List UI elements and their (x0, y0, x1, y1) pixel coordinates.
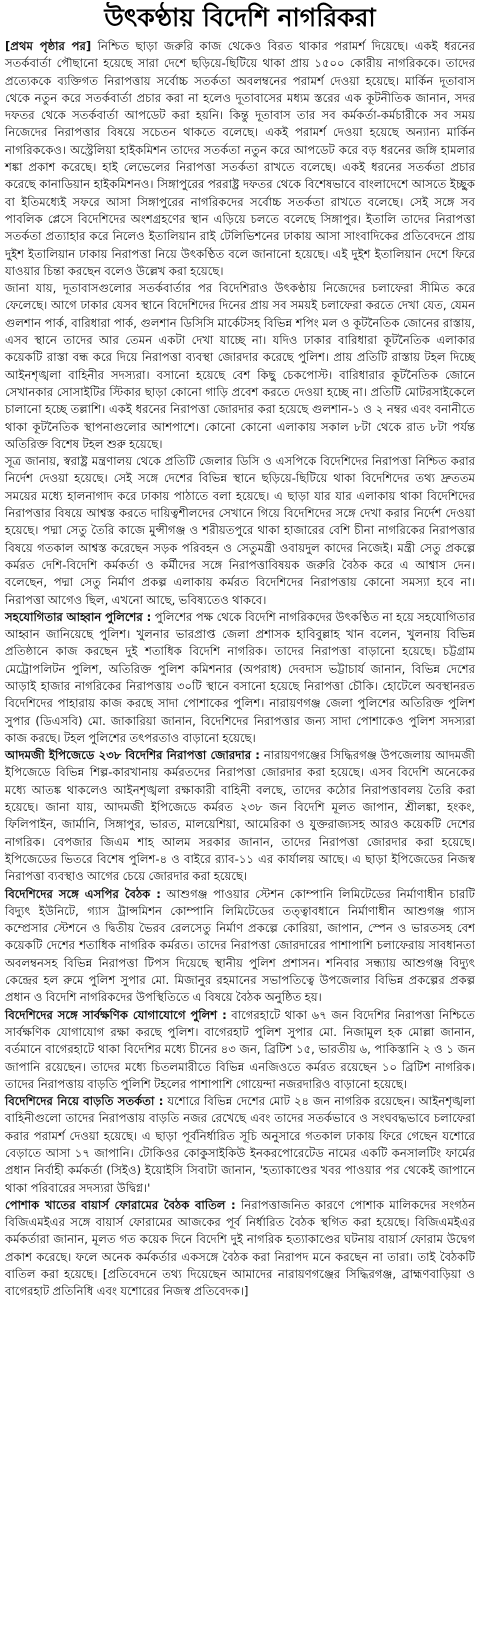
article-paragraph (5, 1197, 475, 1301)
article-paragraph (5, 38, 475, 280)
paragraph-text: নিরাপত্তাজনিত কারণে পোশাক মালিকদের সংগঠন বিজিএমইএর সঙ্গে বায়ার্স ফোরামের আজকের পূর্ব নির্ধারিত বৈঠক স্থগিত করা হয়েছে। বিজিএমইএর কর্মকর্তারা জানান, মূলত গত কয়েক দিনে বিদেশি দুই নাগরিক হত্যাকাণ্ডের ঘটনায় বায়ার্স ফোরাম উদ্বেগ প্রকাশ করেছে। ফলে অনেক কর্মকর্তার একসঙ্গে বৈঠক করা নিরাপদ মনে করছেন না তারা। তাই বৈঠকটি বাতিল করা হয়েছে। [প্রতিবেদনে তথ্য দিয়েছেন আমাদের নারায়ণগঞ্জের সিদ্ধিরগঞ্জ, ব্রাহ্মণবাড়িয়া ও বাগেরহাট প্রতিনিধি এবং যশোরের নিজস্ব প্রতিবেদক।] (5, 1197, 475, 1299)
subheading-extra-caution: বিদেশিদের নিয়ে বাড়তি সতর্কতা : (5, 1094, 164, 1109)
paragraph-text: যশোরে বিভিন্ন দেশের মোট ২৪ জন নাগরিক রয়েছেন। আইনশৃঙ্খলা বাহিনীগুলো তাদের নিরাপত্তায় বাড়তি নজর রেখেছে এবং তাদের সতর্কভাবে ও সংঘবদ্ধভাবে চলাফেরা করার পরামর্শ দেওয়া হয়েছে। এ ছাড়া পূর্বনির্ধারিত সূচি অনুসারে গতকাল ঢাকায় ফিরে গেছেন যশোরে বেড়াতে আসা ১৭ জাপানি। টোকিওর কোকুসাইকিউ ইনকরপোরেটেড নামের একটি কনসালটিং ফার্মের প্রধান নির্বাহী কর্মকর্তা (সিইও) ইয়োইসি সিবাটা জানান, 'হত্যাকাণ্ডের খবর পাওয়ার পর থেকেই জাপানে থাকা পরিবারের সদস্যরা উদ্বিগ্ন।' (5, 1094, 475, 1195)
paragraph-text: আশুগঞ্জ পাওয়ার স্টেশন কোম্পানি লিমিটেডের নির্মাণাধীন চারটি বিদ্যুৎ ইউনিটে, গ্যাস ট্রান্সমিশন কোম্পানি লিমিটেডের তত্ত্বাবধানে নির্মাণাধীন আশুগঞ্জ গ্যাস কম্প্রেসার স্টেশনে ও দ্বিতীয় ভৈরব রেলসেতু নির্মাণ প্রকল্পে কোরিয়া, জাপান, স্পেন ও ভারতসহ বেশ কয়েকটি দেশের শতাধিক নাগরিক কর্মরত। তাদের নিরাপত্তা জোরদারের পাশাপাশি চলাফেরায় সাবধানতা অবলম্বনসহ বিভিন্ন নিরাপত্তা টিপস দিয়েছে স্থানীয় পুলিশ প্রশাসন। শনিবার সন্ধ্যায় আশুগঞ্জ বিদ্যুৎ কেন্দ্রের হল রুমে পুলিশ সুপার মো. মিজানুর রহমানের সভাপতিত্বে উপজেলার বিভিন্ন প্রকল্পের প্রকল্প প্রধান ও বিদেশি নাগরিকদের উপস্থিতিতে এ বিষয়ে বৈঠক অনুষ্ঠিত হয়। (5, 886, 475, 1005)
paragraph-text: নারায়ণগঞ্জের সিদ্ধিরগঞ্জ উপজেলায় আদমজী ইপিজেডে বিভিন্ন শিল্প-কারখানায় কর্মরতদের নিরাপত্তা জোরদার করা হয়েছে। এসব বিদেশি অনেকের মধ্যে আতঙ্ক থাকলেও আইনশৃঙ্খলা রক্ষাকারী বাহিনী বলছে, তাদের কঠোর নিরাপত্তাবলয় তৈরি করা হয়েছে। জানা যায়, আদমজী ইপিজেডে কর্মরত ২৩৮ জন বিদেশি মূলত জাপান, শ্রীলঙ্কা, হংকং, ফিলিপাইন, জার্মানি, সিঙ্গাপুর, ভারত, মালয়েশিয়া, আমেরিকা ও যুক্তরাজ্যসহ আরও কয়েকটি দেশের নাগরিক। বেপজার জিএম শাহ আলম সরকার জানান, তাদের নিরাপত্তা জোরদার করা হয়েছে। ইপিজেডের ভিতরে বিশেষ পুলিশ-৪ ও বাইরে র‍্যাব-১১ এর কার্যালয় আছে। এ ছাড়া ইপিজেডের নিজস্ব নিরাপত্তা ব্যবস্থাও আগের চেয়ে জোরদার করা হয়েছে। (5, 748, 476, 884)
paragraph-text: বাগেরহাটে থাকা ৬৭ জন বিদেশির নিরাপত্তা নিশ্চিতে সার্বক্ষণিক যোগাযোগ রক্ষা করছে পুলিশ। বাগেরহাট পুলিশ সুপার মো. নিজামুল হক মোল্লা জানান, বর্তমানে বাগেরহাটে থাকা বিদেশির মধ্যে চীনের ৪৩ জন, ব্রিটিশ ১৫, ভারতীয় ৬, পাকিস্তানি ২ ও ১ জন জাপানি রয়েছেন। তাদের মধ্যে চিতলমারীতে বিভিন্ন এনজিওতে কর্মরত রয়েছেন ১০ ব্রিটিশ নাগরিক। তাদের নিরাপত্তায় বাড়তি পুলিশি টহলের পাশাপাশি গোয়েন্দা নজরদারিও বাড়ানো হয়েছে। (5, 1007, 475, 1091)
article-paragraph (5, 886, 475, 1007)
article-paragraph (5, 1007, 475, 1093)
paragraph-text: জানা যায়, দূতাবাসগুলোর সতর্কবার্তার পর বিদেশিরাও উৎকণ্ঠায় নিজেদের চলাফেরা সীমিত করে ফেলেছে। আগে ঢাকার যেসব স্থানে বিদেশিদের দিনের প্রায় সব সময়ই চলাফেরা করতে দেখা যেত, যেমন গুলশান পার্ক, বারিধারা পার্ক, গুলশান ডিসিসি মার্কেটসহ বিভিন্ন শপিং মল ও কূটনৈতিক জোনের রাস্তায়, এসব স্থানে তাদের আর তেমন একটা দেখা যাচ্ছে না। যদিও ঢাকার বারিধারা কূটনৈতিক এলাকার কয়েকটি রাস্তা বন্ধ করে দিয়ে নিরাপত্তা ব্যবস্থা জোরদার করেছে পুলিশ। প্রায় প্রতিটি রাস্তায় টহল দিচ্ছে আইনশৃঙ্খলা বাহিনীর সদস্যরা। বসানো হয়েছে বেশ কিছু চেকপোস্ট। বারিধারার কূটনৈতিক জোনে সেখানকার সোসাইটির স্টিকার ছাড়া কোনো গাড়ি প্রবেশ করতে দেওয়া হচ্ছে না। প্রতিটি মোটরসাইকেলে চালানো হচ্ছে তল্লাশি। একই ধরনের নিরাপত্তা জোরদার করা হয়েছে গুলশান-১ ও ২ নম্বর এবং বনানীতে থাকা কূটনৈতিক স্থাপনাগুলোর আশপাশে। কোনো কোনো এলাকায় সকাল ৮টা থেকে রাত ৮টা পর্যন্ত অতিরিক্ত বিশেষ টহল শুরু হয়েছে। (5, 281, 475, 451)
paragraph-text: সূত্র জানায়, স্বরাষ্ট্র মন্ত্রণালয় থেকে প্রতিটি জেলার ডিসি ও এসপিকে বিদেশিদের নিরাপত্তা নিশ্চিত করার নির্দেশ দেওয়া হয়েছে। সেই সঙ্গে দেশের বিভিন্ন স্থানে ছড়িয়ে-ছিটিয়ে থাকা বিদেশিদের তথ্য দ্রুততম সময়ের মধ্যে হালনাগাদ করে ঢাকায় পাঠাতে বলা হয়েছে। এ ছাড়া যার যার এলাকায় থাকা বিদেশিদের নিরাপত্তার বিষয়ে আশ্বস্ত করতে দায়িত্বশীলদের সেখানে গিয়ে বিদেশিদের সঙ্গে দেখা করার নির্দেশ দেওয়া হয়েছে। পদ্মা সেতু তৈরি কাজে মুন্সীগঞ্জ ও শরীয়তপুরে থাকা হাজারের বেশি চীনা নাগরিকের নিরাপত্তার বিষয়ে গতকাল আশ্বস্ত করেছেন সড়ক পরিবহন ও সেতুমন্ত্রী ওবায়দুল কাদের নিজেই। মন্ত্রী সেতু প্রকল্পে কর্মরত দেশি-বিদেশি কর্মকর্তা ও কর্মীদের সঙ্গে নিরাপত্তাবিষয়ক জরুরি বৈঠক করে এ আশ্বাস দেন। বলেছেন, পদ্মা সেতু নির্মাণ প্রকল্প এলাকায় কর্মরত বিদেশিদের নিরাপত্তায় কোনো সমস্যা হবে না। নিরাপত্তা আগেও ছিল, এখনো আছে, ভবিষ্যতেও থাকবে। (5, 454, 475, 607)
subheading-adamjee-epz: আদমজী ইপিজেডে ২৩৮ বিদেশির নিরাপত্তা জোরদার : (5, 748, 260, 763)
article-headline: উৎকণ্ঠায় বিদেশি নাগরিকরা (104, 3, 376, 32)
paragraph-text: নিশ্চিত ছাড়া জরুরি কাজ থেকেও বিরত থাকার পরামর্শ দিয়েছে। একই ধরনের সতর্কবার্তা পৌছানো হয়েছে সারা দেশে ছড়িয়ে-ছিটিয়ে থাকা প্রায় ১৫০০ কোরীয় নাগরিককে। তাদের প্রত্যেককে ব্যক্তিগত নিরাপত্তায় সর্বোচ্চ সতর্কতা অবলম্বনের পরামর্শ দেওয়া হয়েছে। মার্কিন দূতাবাস থেকে নতুন করে সতর্কবার্তা প্রচার করা না হলেও দূতাবাসের মধ্যম স্তরের এক কূটনীতিক জানান, সদর দফতর থেকে সতর্কবার্তা আপডেট করা হয়নি। কিন্তু দূতাবাস তার সব কর্মকর্তা-কর্মচারীকে সব সময় নিজেদের নিরাপত্তার বিষয়ে সচেতন থাকতে বলেছে। একই পরামর্শ দেওয়া হয়েছে অন্যান্য মার্কিন নাগরিককেও। অস্ট্রেলিয়া হাইকমিশন তাদের সতর্কতা নতুন করে আপডেট করে বড় ধরনের জঙ্গি হামলার শঙ্কা প্রকাশ করেছে। হাই লেভেলের নিরাপত্তা সতর্কতা রাখতে বলেছে। একই ধরনের সতর্কতা প্রচার করেছে কানাডিয়ান হাইকমিশনও। সিঙ্গাপুরের পররাষ্ট্র দফতর থেকে বিশেষভাবে বাংলাদেশে আসতে ইচ্ছুক বা ইতিমধ্যেই সফরে আসা সিঙ্গাপুরের নাগরিকদের সর্বোচ্চ সতর্কতা রাখতে বলেছে। সেই সঙ্গে সব পাবলিক প্লেসে বিদেশিদের অংশগ্রহণের স্থান এড়িয়ে চলতে বলেছে সিঙ্গাপুর। ইতালি তাদের নিরাপত্তা সতর্কতা প্রত্যাহার করে নিলেও ইতালিয়ান রাই টেলিভিশনের ঢাকায় আসা সাংবাদিকের প্রতিবেদনে প্রায় দুইশ ইতালিয়ান ঢাকায় নিরাপত্তা নিয়ে উৎকণ্ঠিত বলে জানানো হয়েছে। এই দুইশ ইতালিয়ান দেশে ফিরে যাওয়ার চিন্তা করছেন বলেও উল্লেখ করা হয়েছে। (5, 39, 475, 278)
subheading-sp-meeting: বিদেশিদের সঙ্গে এসপির বৈঠক : (5, 886, 161, 901)
subheading-buyers-forum: পোশাক খাতের বায়ার্স ফোরামের বৈঠক বাতিল : (5, 1197, 236, 1212)
article-paragraph (5, 1093, 475, 1197)
article-paragraph (5, 609, 475, 747)
subheading-constant-contact: বিদেশিদের সঙ্গে সার্বক্ষণিক যোগাযোগে পুলিশ : (5, 1007, 227, 1022)
article-body (5, 38, 475, 1301)
paragraph-text: পুলিশের পক্ষ থেকে বিদেশি নাগরিকদের উৎকণ্ঠিত না হয়ে সহযোগিতার আহ্বান জানিয়েছে পুলিশ। খুলনার ভারপ্রাপ্ত জেলা প্রশাসক হাবিবুল্লাহ খান বলেন, খুলনায় বিভিন্ন প্রতিষ্ঠানে কাজ করছেন দুই শতাধিক বিদেশি নাগরিক। তাদের নিরাপত্তা বাড়ানো হয়েছে। চট্টগ্রাম মেট্রোপলিটন পুলিশ, অতিরিক্ত পুলিশ কমিশনার (অপরাধ) দেবদাস ভট্টাচার্য জানান, বিভিন্ন দেশের আড়াই হাজার নাগরিকের নিরাপত্তায় ৩০টি স্থানে বসানো হয়েছে নিরাপত্তা চৌকি। হোটেলে অবস্থানরত বিদেশিদের পাহারায় কাজ করছে সাদা পোশাকের পুলিশ। নারায়ণগঞ্জ জেলা পুলিশের অতিরিক্ত পুলিশ সুপার (ডিএসবি) মো. জাকারিয়া জানান, বিদেশিদের নিরাপত্তার জন্য সাদা পোশাকেও পুলিশ সদস্যরা কাজ করছে। টহল পুলিশের তৎপরতাও বাড়ানো হয়েছে। (5, 609, 475, 745)
article-paragraph (5, 453, 475, 609)
continuation-tag: [প্রথম পৃষ্ঠার পর] (5, 39, 92, 53)
article-paragraph (5, 280, 475, 453)
subheading-police-cooperation: সহযোগিতার আহ্বান পুলিশের : (5, 609, 152, 624)
article-paragraph (5, 747, 475, 885)
